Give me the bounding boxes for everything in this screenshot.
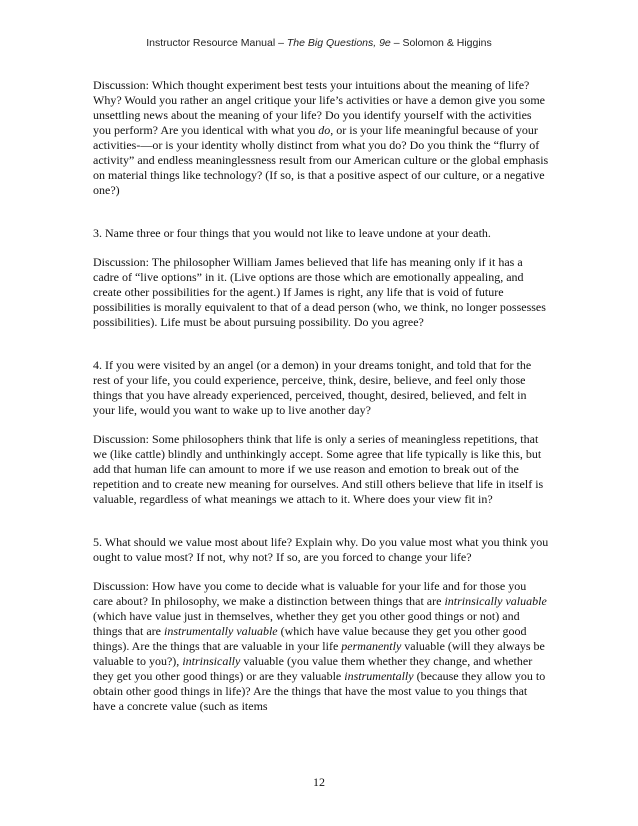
- header-book-title: The Big Questions, 9e: [286, 37, 391, 49]
- text-segment: , or is your life meaningful because of your activities-—or is your identity wholly distinct from what you do? Do you think the “flurry of activity” and endless meaninglessness result from our American culture or the global emphasis on material things like technology? (If so, is that a positive aspect of our culture, or a negative one?): [93, 123, 549, 197]
- italic-term: do: [318, 123, 331, 137]
- question-paragraph: [93, 535, 549, 565]
- discussion-paragraph: [93, 78, 549, 198]
- header-suffix: – Solomon & Higgins: [390, 37, 492, 49]
- italic-term: instrumentally valuable: [163, 624, 278, 638]
- question-paragraph: [93, 226, 549, 241]
- text-segment: 3. Name three or four things that you would not like to leave undone at your death.: [93, 226, 491, 240]
- discussion-paragraph: [93, 432, 549, 507]
- text-segment: 5. What should we value most about life? Explain why. Do you value most what you think you ought to value most? If not, why not? If so, are you forced to change your life?: [93, 535, 549, 564]
- question-paragraph: [93, 358, 549, 418]
- running-header: [0, 37, 638, 49]
- text-segment: Discussion: How have you come to decide what is valuable for your life and for those you care about? In philosophy, we make a distinction between things that are: [93, 579, 527, 608]
- text-segment: (because they allow you to obtain other good things in life)? Are the things that have the most value to you things that have a concrete value (such as items: [93, 669, 546, 713]
- text-segment: (which have value because they get you other good things). Are the things that are valuable in your life: [93, 624, 527, 653]
- text-segment: 4. If you were visited by an angel (or a demon) in your dreams tonight, and told that for the rest of your life, you could experience, perceive, think, desire, believe, and feel only those things that you have already experienced, perceived, thought, desired, believed, and felt in your life, would you want to wake up to live another day?: [93, 358, 532, 417]
- italic-term: permanently: [341, 639, 402, 653]
- text-segment: Discussion: Some philosophers think that life is only a series of meaningless repetitions, that we (like cattle) blindly and unthinkingly accept. Some agree that life typically is like this, but add that human life can amount to more if we use reason and emotion to break out of the repetition and to create new meaning for ourselves. And still others believe that life in itself is valuable, regardless of what meanings we attach to it. Where does your view fit in?: [93, 432, 544, 506]
- italic-term: instrumentally: [344, 669, 414, 683]
- page-number: 12: [313, 775, 325, 789]
- text-segment: valuable (will they always be valuable to you?),: [93, 639, 545, 668]
- italic-term: intrinsically valuable: [444, 594, 547, 608]
- header-prefix: Instructor Resource Manual –: [146, 37, 287, 49]
- page-body: [93, 78, 549, 714]
- text-segment: Discussion: The philosopher William James believed that life has meaning only if it has a cadre of “live options” in it. (Live options are those which are emotionally appealing, and create other possibilities for the agent.) If James is right, any life that is void of future possibilities is morally equivalent to that of a dead person (who, we think, no longer possesses possibilities). Life must be about pursuing possibility. Do you agree?: [93, 255, 546, 329]
- text-segment: Discussion: Which thought experiment best tests your intuitions about the meaning of life? Why? Would you rather an angel critique your life’s activities or have a demon give you some unsettling news about the meaning of your life? Do you identify yourself with the activities you perform? Are you identical with what you: [93, 78, 546, 137]
- discussion-paragraph: [93, 255, 549, 330]
- italic-term: intrinsically: [182, 654, 241, 668]
- text-segment: valuable (you value them whether they change, and whether they get you other good things) or are they valuable: [93, 654, 533, 683]
- text-segment: (which have value just in themselves, whether they get you other good things or not) and things that are: [93, 609, 520, 638]
- discussion-paragraph: [93, 579, 549, 714]
